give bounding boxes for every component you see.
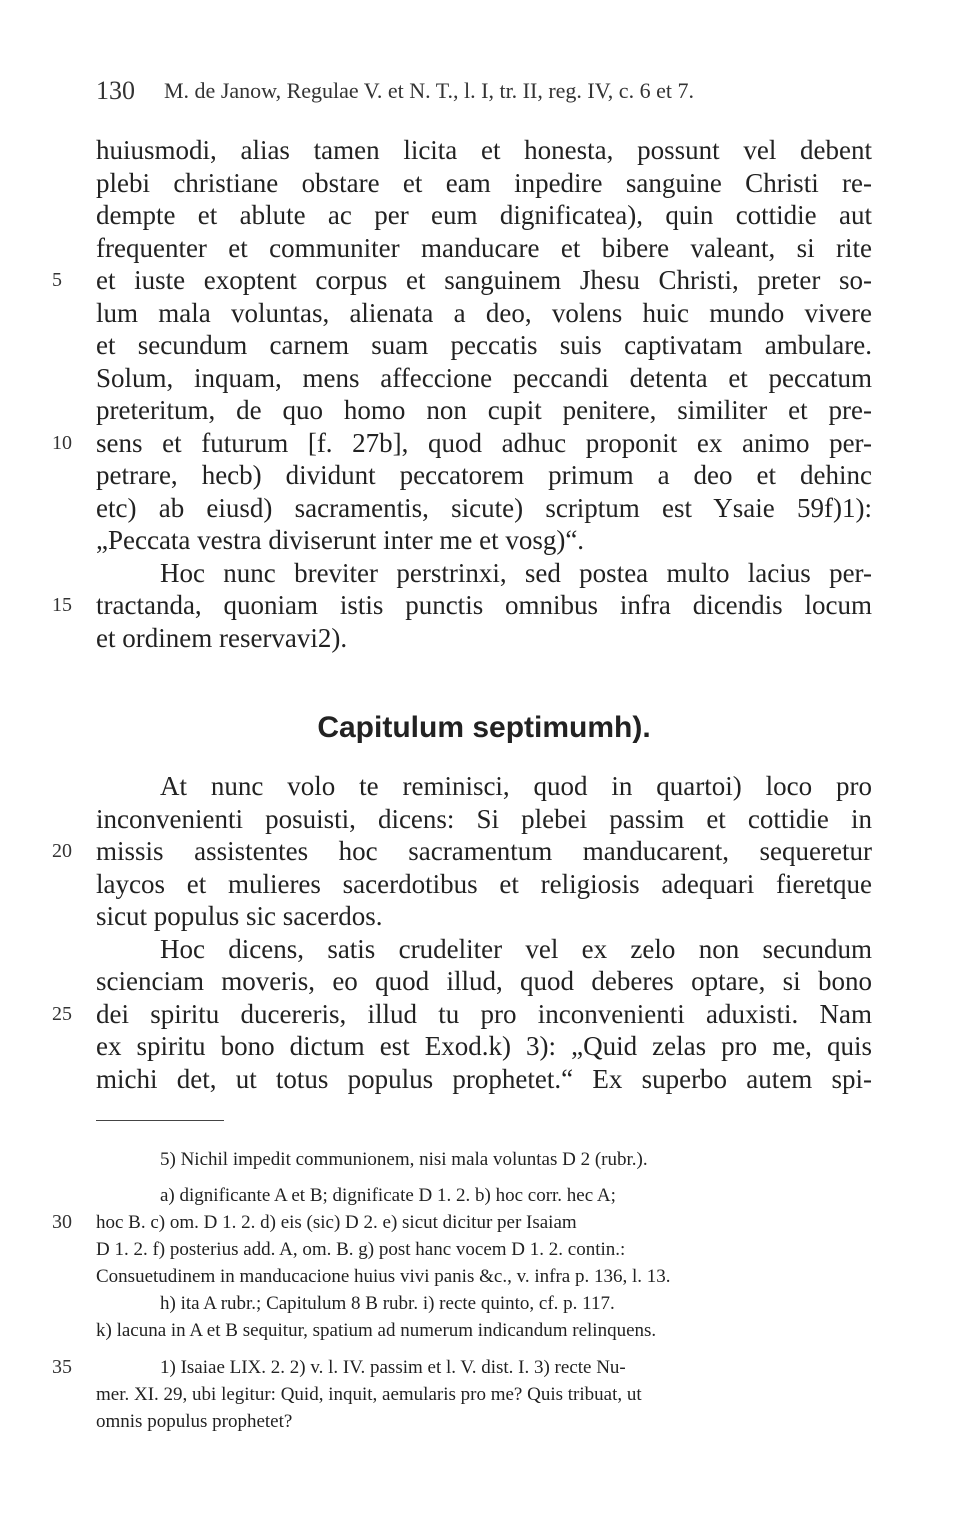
text-line bbox=[96, 900, 872, 933]
text-line bbox=[96, 167, 872, 200]
line-text: D 1. 2. f) posterius add. A, om. B. g) post hanc vocem D 1. 2. contin.: bbox=[96, 1239, 626, 1260]
text-line bbox=[96, 134, 872, 167]
text-line bbox=[96, 297, 872, 330]
line-text: Hoc dicens, satis crudeliter vel ex zelo non secundum bbox=[160, 933, 872, 964]
line-text: michi det, ut totus populus prophetet.“ Ex superbo autem spi- bbox=[96, 1063, 872, 1094]
line-text: hoc B. c) om. D 1. 2. d) eis (sic) D 2. e) sicut dicitur per Isaiam bbox=[96, 1212, 577, 1233]
footnote-line bbox=[96, 1236, 870, 1263]
footnote-line bbox=[96, 1182, 870, 1209]
text-line bbox=[96, 459, 872, 492]
line-number: 5 bbox=[52, 269, 62, 291]
footnote-line bbox=[96, 1408, 870, 1435]
line-text: a) dignificante A et B; dignificate D 1. 2. b) hoc corr. hec A; bbox=[160, 1185, 616, 1206]
footnote-line bbox=[96, 1381, 870, 1408]
text-line bbox=[96, 329, 872, 362]
line-text: dei spiritu ducereris, illud tu pro inconvenienti aduxisti. Nam bbox=[96, 998, 872, 1029]
reference-notes bbox=[52, 1354, 870, 1435]
text-line bbox=[96, 557, 872, 590]
chapter-heading: Capitulum septimumh). bbox=[317, 711, 651, 744]
text-line bbox=[96, 965, 872, 998]
line-text: frequenter et communiter manducare et bibere valeant, si rite bbox=[96, 232, 872, 263]
line-text: etc) ab eiusd) sacramentis, sicute) scriptum est Ysaie 59f)1): bbox=[96, 492, 872, 523]
text-line bbox=[52, 998, 872, 1031]
main-text-upper bbox=[52, 134, 872, 654]
line-text: lum mala voluntas, alienata a deo, volens huic mundo vivere bbox=[96, 297, 872, 328]
line-text: 1) Isaiae LIX. 2. 2) v. l. IV. passim et l. V. dist. I. 3) recte Nu- bbox=[160, 1357, 626, 1378]
running-title: M. de Janow, Regulae V. et N. T., l. I, tr. II, reg. IV, c. 6 et 7. bbox=[164, 78, 694, 103]
line-text: missis assistentes hoc sacramentum manducarent, sequeretur bbox=[96, 836, 872, 866]
line-number: 25 bbox=[52, 1002, 72, 1025]
line-text: Hoc nunc breviter perstrinxi, sed postea multo lacius per- bbox=[160, 557, 872, 588]
page-number: 130 bbox=[96, 76, 135, 105]
line-text: scienciam moveris, eo quod illud, quod deberes optare, si bono bbox=[96, 966, 872, 996]
line-text: dempte et ablute ac per eum dignificatea), quin cottidie aut bbox=[96, 200, 872, 230]
line-text: omnis populus prophetet? bbox=[96, 1411, 293, 1432]
text-line bbox=[96, 770, 872, 803]
text-line bbox=[96, 622, 872, 655]
critical-apparatus bbox=[52, 1182, 870, 1344]
line-text: et ordinem reservavi2). bbox=[96, 622, 348, 653]
text-line bbox=[52, 264, 872, 297]
text-line bbox=[96, 803, 872, 836]
line-number: 30 bbox=[52, 1211, 72, 1233]
line-text: laycos et mulieres sacerdotibus et religiosis adequari fieretque bbox=[96, 868, 872, 899]
line-text: petrare, hecb) dividunt peccatorem primum a deo et dehinc bbox=[96, 460, 872, 490]
footnote-source: 5) Nichil impedit communionem, nisi mala voluntas D 2 (rubr.). bbox=[160, 1149, 648, 1170]
text-line bbox=[96, 394, 872, 427]
line-text: mer. XI. 29, ubi legitur: Quid, inquit, aemularis pro me? Quis tribuat, ut bbox=[96, 1384, 642, 1405]
line-text: et iuste exoptent corpus et sanguinem Jhesu Christi, preter so- bbox=[96, 265, 872, 295]
running-header bbox=[96, 72, 876, 108]
text-line bbox=[96, 933, 872, 966]
line-text: At nunc volo te reminisci, quod in quartoi) loco pro bbox=[160, 771, 872, 801]
text-line bbox=[96, 362, 872, 395]
line-text: preteritum, de quo homo non cupit penitere, similiter et pre- bbox=[96, 395, 872, 425]
text-line bbox=[96, 232, 872, 265]
line-number: 35 bbox=[52, 1356, 72, 1378]
line-text: et secundum carnem suam peccatis suis captivatam ambulare. bbox=[96, 330, 872, 360]
line-number: 20 bbox=[52, 840, 72, 862]
line-text: „Peccata vestra diviserunt inter me et vosg)“. bbox=[96, 525, 585, 555]
footnote-line bbox=[96, 1317, 870, 1344]
main-text-lower bbox=[52, 770, 872, 1095]
line-text: plebi christiane obstare et eam inpedire sanguine Christi re- bbox=[96, 167, 872, 198]
footnote-line bbox=[52, 1209, 870, 1236]
line-text: ex spiritu bono dictum est Exod.k) 3): „Quid zelas pro me, quis bbox=[96, 1031, 872, 1061]
line-text: Solum, inquam, mens affeccione peccandi detenta et peccatum bbox=[96, 362, 872, 393]
text-line bbox=[96, 492, 872, 525]
text-line bbox=[96, 199, 872, 232]
footnote-line bbox=[52, 1354, 870, 1381]
text-line bbox=[52, 835, 872, 868]
line-text: Consuetudinem in manducacione huius vivi panis &c., v. infra p. 136, l. 13. bbox=[96, 1266, 671, 1287]
footnote-separator bbox=[96, 1120, 224, 1121]
line-number: 10 bbox=[52, 431, 72, 454]
line-text: huiusmodi, alias tamen licita et honesta, possunt vel debent bbox=[96, 135, 872, 165]
text-line bbox=[52, 589, 872, 622]
footnote-line bbox=[96, 1263, 870, 1290]
line-text: inconvenienti posuisti, dicens: Si plebei passim et cottidie in bbox=[96, 803, 872, 834]
line-text: sicut populus sic sacerdos. bbox=[96, 901, 383, 931]
text-line bbox=[52, 427, 872, 460]
line-text: sens et futurum [f. 27b], quod adhuc proponit ex animo per- bbox=[96, 427, 872, 458]
line-text: h) ita A rubr.; Capitulum 8 B rubr. i) recte quinto, cf. p. 117. bbox=[160, 1293, 615, 1314]
line-text: tractanda, quoniam istis punctis omnibus infra dicendis locum bbox=[96, 590, 872, 620]
line-text: k) lacuna in A et B sequitur, spatium ad numerum indicandum relinquens. bbox=[96, 1320, 657, 1341]
text-line bbox=[96, 524, 872, 557]
text-line bbox=[96, 868, 872, 901]
footnote-source-block bbox=[96, 1146, 870, 1173]
line-number: 15 bbox=[52, 594, 72, 616]
text-line bbox=[96, 1063, 872, 1096]
footnote-line bbox=[96, 1290, 870, 1317]
text-line bbox=[96, 1030, 872, 1063]
